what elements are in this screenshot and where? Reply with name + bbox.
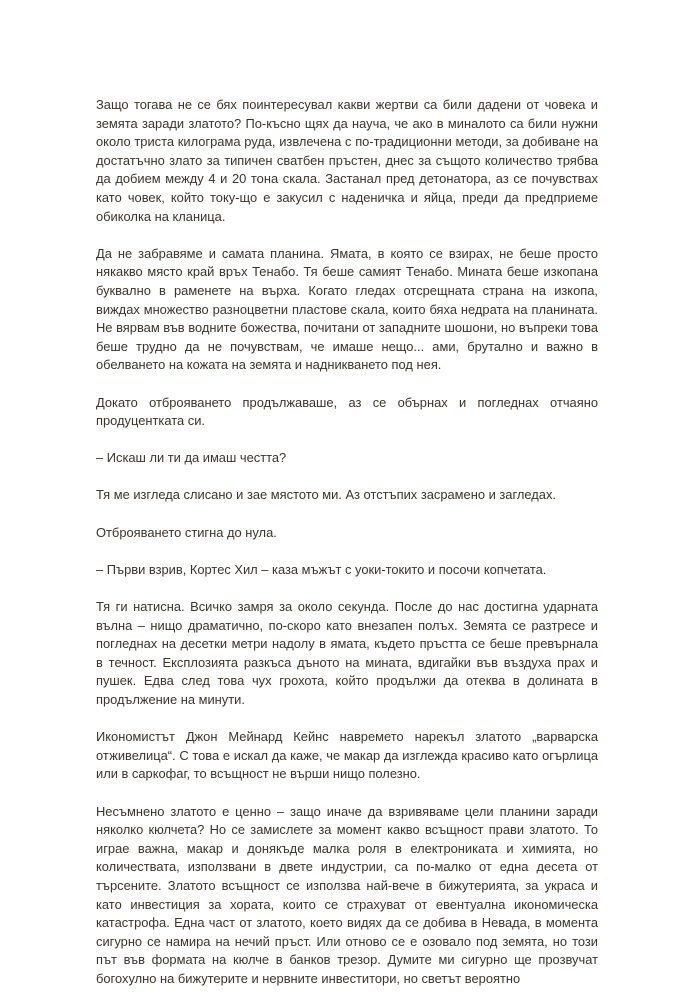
paragraph-countdown-zero: Отброяването стигна до нула. [96,524,277,540]
dialogue-first-blast: – Първи взрив, Кортес Хил – каза мъжът с уоки-токито и посочи копчетата. [96,561,547,577]
paragraph-gold-value: Несъмнено златото е ценно – защо иначе да взривяваме цели планини заради няколко кюлчета? Но се замислете за момент какво всъщност прави златото. То играе важна, макар и донякъде малка роля в електрониката и химията, но количествата, използвани в двете индустрии, са по-малко от една десета от търсените. Златото всъщност се използва най-вече в бижутерията, за украса и като инвестиция за хората, които се страхуват от евентуална икономическа катастрофа. Една част от златото, което видях да се добива в Невада, в момента сигурно се намира на нечий пръст. Или отново се е озовало под земята, но този път във формата на кюлче в банков трезор. Думите ми сигурно ще прозвучат богохулно на бижутерите и нервните инвеститори, но светът вероятно [96,803,598,986]
paragraph-explosion: Тя ги натисна. Всичко замря за около секунда. После до нас достигна ударната вълна – нищо драматично, по-скоро като внезапен полъх. Земята се разтресе и погледнах на десетки метри надолу в ямата, където пръстта се беше превърнала в течност. Експлозията разкъса дъното на мината, вдигайки във въздуха прах и пушек. Едва след това чух грохота, който продължи да отеква в долината в продължение на минути. [96,599,598,707]
paragraph-gold-sacrifice: Защо тогава не се бях поинтересувал какви жертви са били дадени от човека и земята заради златото? По-късно щях да науча, че ако в миналото са били нужни около триста килограма руда, извлечена с по-традиционни методи, за добиване на достатъчно злато за типичен сватбен пръстен, днес за същото количество трябва да добием между 4 и 20 тона скала. Застанал пред детонатора, аз се почувствах като човек, който току-що е закусил с наденичка и яйца, преди да предприеме обиколка на кланица. [96,97,598,224]
document-body [96,96,598,1007]
paragraph-tenabo-mountain: Да не забравяме и самата планина. Ямата, в която се взирах, не беше просто някакво място край връх Тенабо. Тя беше самият Тенабо. Мината беше изкопана буквално в раменете на върха. Когато гледах отсрещната страна на изкопа, виждах множество разноцветни пластове скала, които бяха недрата на планината. Не вярвам във водните божества, почитани от западните шошони, но въпреки това беше трудно да не почувствам, че имаше нещо... ами, брутално и важно в обелването на кожата на земята и надникването под нея. [96,245,598,373]
paragraph-keynes-quote: Икономистът Джон Мейнард Кейнс навремето нарекъл златото „варварска отживелица“. С това е искал да каже, че макар да изглежда красиво като огърлица или в саркофаг, то всъщност не върши нищо полезно. [96,729,598,782]
dialogue-honor-question: – Искаш ли ти да имаш честта? [96,450,287,466]
paragraph-countdown: Докато отброяването продължаваше, аз се обърнах и погледнах отчаяно продуцентката си. [96,394,598,429]
paragraph-producer-takes-place: Тя ме изгледа слисано и зае мястото ми. Аз отстъпих засрамено и загледах. [96,487,556,503]
